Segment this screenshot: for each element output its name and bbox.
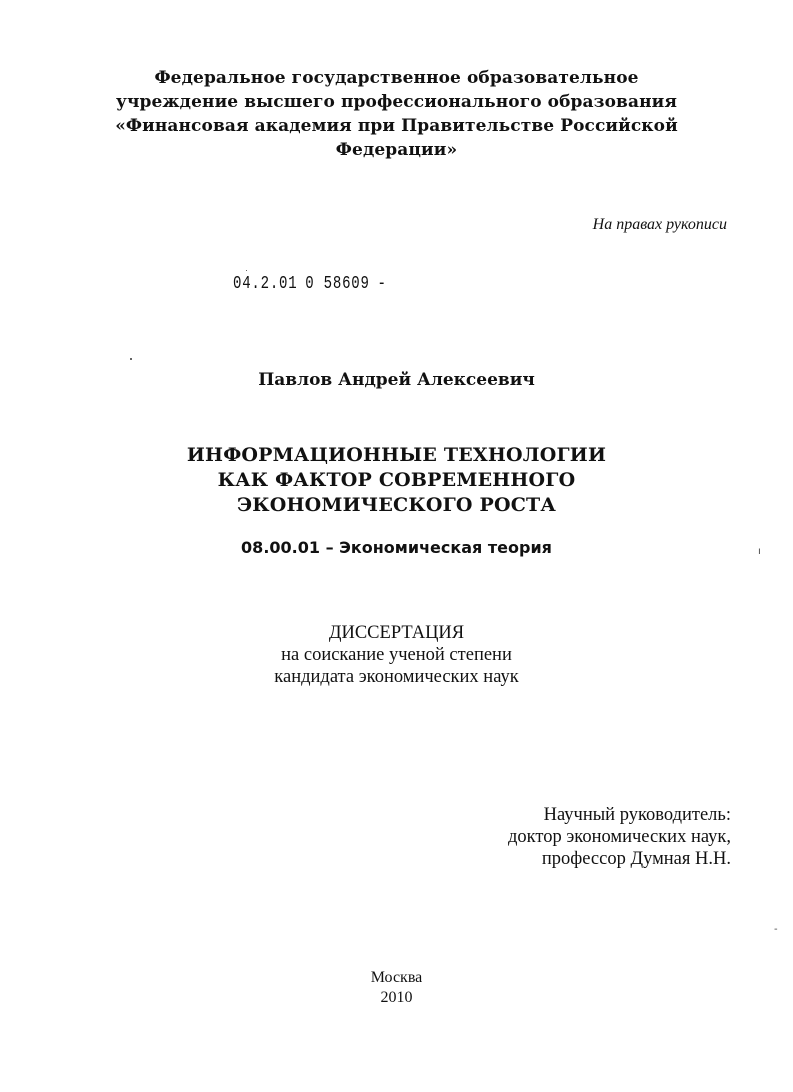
- city: Москва: [370, 969, 423, 986]
- footer-block: [0, 968, 793, 1008]
- registration-number: [233, 274, 395, 294]
- supervisor-degree: доктор экономических наук,: [507, 827, 731, 847]
- author-name: Павлов Андрей Алексеевич: [258, 370, 535, 390]
- registration-code: 04.2.01: [233, 274, 298, 294]
- institution-line: Федерации»: [335, 140, 458, 160]
- institution-block: [0, 66, 793, 162]
- institution-line: «Финансовая академия при Правительстве Российской: [115, 116, 678, 136]
- scan-mark: ı: [758, 546, 761, 557]
- supervisor-name: профессор Думная Н.Н.: [541, 849, 731, 869]
- dissertation-label: ДИССЕРТАЦИЯ: [328, 623, 465, 643]
- specialty: 08.00.01 – Экономическая теория: [241, 538, 552, 557]
- institution-line: Федеральное государственное образовательное: [154, 68, 639, 88]
- title-line: КАК ФАКТОР СОВРЕМЕННОГО: [217, 469, 576, 491]
- year: 2010: [380, 989, 413, 1006]
- supervisor-block: [508, 804, 731, 870]
- dissertation-title: [0, 443, 793, 518]
- title-line: ЭКОНОМИЧЕСКОГО РОСТА: [236, 494, 557, 516]
- scan-speck: [246, 270, 247, 271]
- degree-line: на соискание ученой степени: [281, 645, 512, 665]
- registration-serial: 0 58609: [305, 274, 370, 294]
- dissertation-block: [0, 622, 793, 688]
- registration-tail: -: [377, 274, 387, 294]
- manuscript-note: На правах рукописи: [592, 216, 727, 233]
- degree-line: кандидата экономических наук: [274, 667, 519, 687]
- title-line: ИНФОРМАЦИОННЫЕ ТЕХНОЛОГИИ: [186, 444, 607, 466]
- scan-mark: -: [774, 924, 778, 935]
- institution-line: учреждение высшего профессионального образования: [115, 92, 677, 112]
- supervisor-label: Научный руководитель:: [543, 805, 731, 825]
- scan-speck: [130, 358, 132, 360]
